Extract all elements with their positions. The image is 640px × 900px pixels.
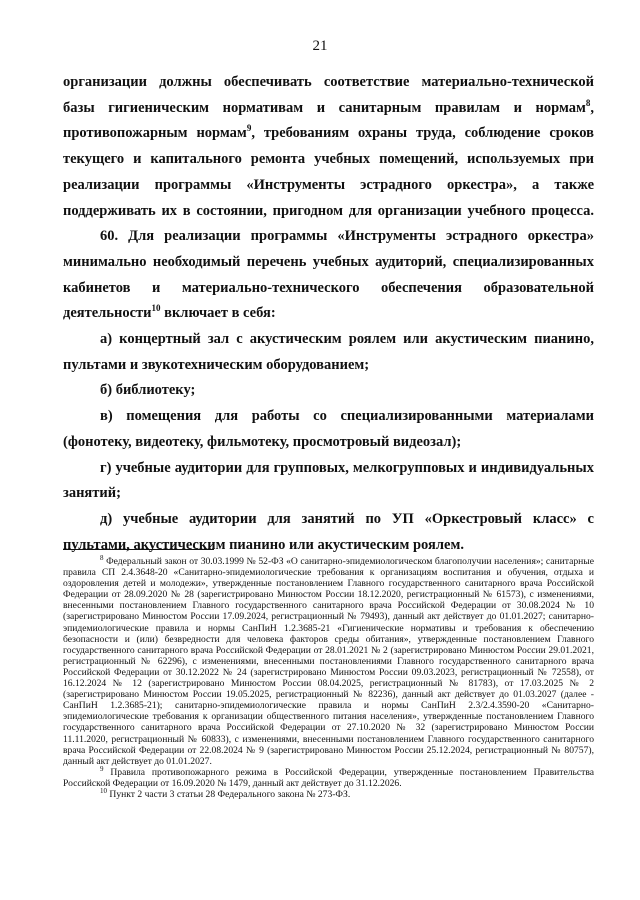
- footnote-number: 9: [100, 764, 104, 773]
- paragraph-60: [63, 224, 594, 327]
- footnote-ref-8: 8: [585, 97, 591, 108]
- page-number: 21: [312, 38, 328, 54]
- footnote-10: [63, 786, 594, 800]
- footnote-ref-10: 10: [151, 303, 161, 314]
- footnote-8: [63, 553, 594, 767]
- paragraph-text: организации должны обеспечивать соответствие материально-технической базы гигиеническим нормативам и санитарным правилам и нормам: [63, 74, 594, 116]
- footnote-text: Правила противопожарного режима в Российской Федерации, утвержденные постановлением Правительства Российской Федерации от 16.09.2020 № 1479, данный акт действует до 31.12.2026.: [63, 766, 594, 789]
- footnote-text: Пункт 2 части 3 статьи 28 Федерального закона № 273-ФЗ.: [107, 788, 351, 800]
- footnote-9: [63, 764, 594, 789]
- footnote-number: 8: [100, 553, 104, 562]
- footnotes: [63, 553, 594, 800]
- paragraph-text: включает в себя:: [160, 305, 276, 322]
- footnote-text: Федеральный закон от 30.03.1999 № 52-ФЗ «О санитарно-эпидемиологическом благополучии населения»; санитарные правила СП 2.4.3648-20 «Санитарно-эпидемиологические требования к организациям воспитания и обучения, отдыха и оздоровления детей и молодежи», утвержденные постановлением Главного государственного санитарного врача Российской Федерации от 28.09.2020 № 28 (зарегистрировано Минюстом России 18.12.2020, регистрационный № 61573), с изменениями, внесенными постановлением Главного государственного санитарного врача Российской Федерации от 30.08.2024 № 10 (зарегистрировано Минюстом России 17.09.2024, регистрационный № 79493), данный акт действует до 01.01.2027; санитарно-эпидемиологические правила и нормы СанПиН 1.2.3685-21 «Гигиенические нормативы и требования к обеспечению безопасности и (или) безвредности для человека факторов среды обитания», утвержденные постановлением Главного государственного санитарного врача Российской Федерации от 28.01.2021 № 2 (зарегистрировано Минюстом России 29.01.2021, регистрационный № 62296), с изменениями, внесенными постановлениями Главного государственного санитарного врача Российской Федерации от 30.12.2022 № 24 (зарегистрировано Минюстом России 09.03.2023, регистрационный № 72558), от 16.12.2024 № 12 (зарегистрировано Минюстом России 08.04.2025, регистрационный № 81783), от 17.03.2025 № 2 (зарегистрировано Минюстом России 19.05.2025, регистрационный № 82236), данный акт действует до 01.03.2027 (далее - СанПиН 1.2.3685-21); санитарно-эпидемиологические правила и нормы СанПиН 2.3/2.4.3590-20 «Санитарно-эпидемиологические требования к организации общественного питания населения», утвержденные постановлением Главного государственного санитарного врача Российской Федерации от 27.10.2020 № 32 (зарегистрировано Минюстом России 11.11.2020, регистрационный № 60833), с изменениями, внесенными постановлением Главного государственного санитарного врача Российской Федерации от 22.08.2024 № 9 (зарегистрировано Минюстом России 25.12.2024, регистрационный № 80757), данный акт действует до 01.01.2027.: [63, 556, 594, 767]
- paragraph-text: 60. Для реализации программы «Инструменты эстрадного оркестра» минимально необходимый перечень учебных аудиторий, специализированных кабинетов и материально-технического обеспечения образовательной деятельности: [63, 228, 594, 322]
- footnote-ref-9: 9: [246, 123, 252, 134]
- list-item-v: в) помещения для работы со специализированными материалами (фонотеку, видеотеку, фильмотеку, просмотровый видеозал);: [63, 408, 594, 450]
- list-item-d: д) учебные аудитории для занятий по УП «Оркестровый класс» с пультами, акустическим пианино или акустическим роялем.: [63, 510, 594, 553]
- footnote-divider: [63, 549, 214, 550]
- list-item-a: а) концертный зал с акустическим роялем или акустическим пианино, пультами и звукотехническим оборудованием;: [63, 331, 594, 373]
- list-item-b: б) библиотеку;: [100, 382, 196, 399]
- body-text: [63, 70, 594, 558]
- paragraph-text: , требованиям охраны труда, соблюдение сроков текущего и капитального ремонта учебных помещений, используемых при реализации программы «Инструменты эстрадного оркестра», а также поддерживать их в состоянии, пригодном для организации учебного процесса.: [63, 125, 594, 219]
- footnote-number: 10: [100, 786, 107, 795]
- paragraph-facilities-requirements: [63, 70, 594, 224]
- paragraph-text: , противопожарным нормам: [63, 99, 594, 142]
- list-item-g: г) учебные аудитории для групповых, мелкогрупповых и индивидуальных занятий;: [63, 459, 594, 502]
